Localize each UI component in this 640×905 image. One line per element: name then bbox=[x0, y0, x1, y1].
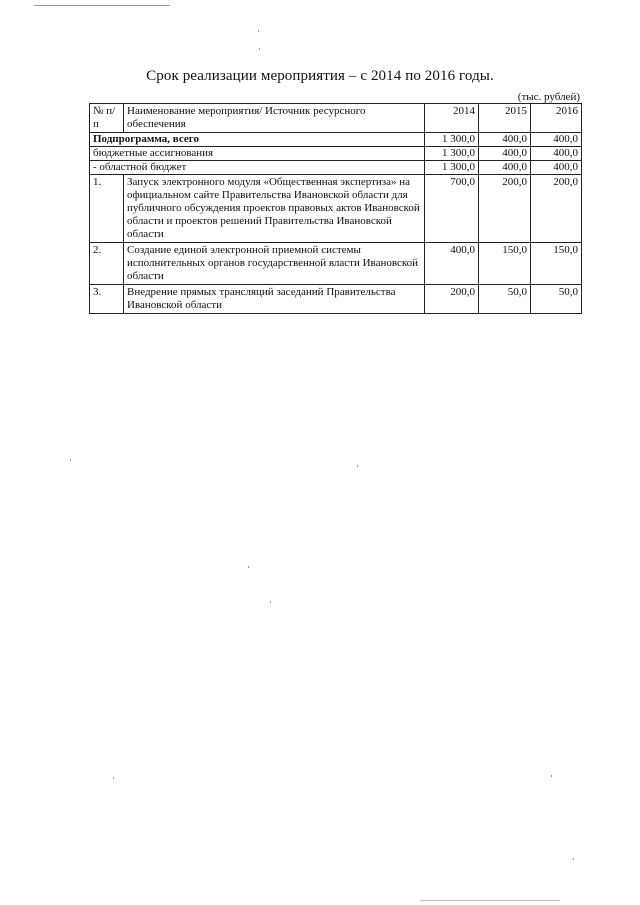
unit-label: (тыс. рублей) bbox=[517, 91, 580, 103]
scan-speck bbox=[551, 775, 552, 777]
row-name: Внедрение прямых трансляций заседаний Правительства Ивановской области bbox=[124, 285, 425, 314]
row-num: 1. bbox=[90, 175, 124, 243]
row-2014: 200,0 bbox=[425, 285, 479, 314]
summary-2016: 400,0 bbox=[531, 133, 582, 147]
scan-speck bbox=[113, 777, 114, 779]
summary-2016: 400,0 bbox=[531, 161, 582, 175]
summary-2016: 400,0 bbox=[531, 147, 582, 161]
table-row bbox=[90, 175, 582, 243]
top-rule bbox=[34, 5, 170, 6]
header-2014: 2014 bbox=[425, 104, 479, 133]
bottom-rule bbox=[420, 900, 560, 901]
scan-speck bbox=[357, 465, 358, 467]
summary-label: Подпрограмма, всего bbox=[90, 133, 425, 147]
scan-speck bbox=[270, 601, 271, 603]
summary-row-regional bbox=[90, 161, 582, 175]
budget-table bbox=[89, 103, 582, 314]
row-2016: 200,0 bbox=[531, 175, 582, 243]
summary-2015: 400,0 bbox=[479, 147, 531, 161]
row-2014: 700,0 bbox=[425, 175, 479, 243]
summary-2014: 1 300,0 bbox=[425, 161, 479, 175]
header-2016: 2016 bbox=[531, 104, 582, 133]
scan-speck bbox=[248, 566, 249, 568]
row-2014: 400,0 bbox=[425, 243, 479, 285]
page-title: Срок реализации мероприятия – с 2014 по 2016 годы. bbox=[146, 68, 494, 84]
row-name: Запуск электронного модуля «Общественная экспертиза» на официальном сайте Правительства Ивановской области для публичного обсуждения проектов правовых актов Ивановской области и проектов решений Правительства Ивановской области bbox=[124, 175, 425, 243]
summary-row-budget bbox=[90, 147, 582, 161]
summary-2014: 1 300,0 bbox=[425, 147, 479, 161]
summary-row-total bbox=[90, 133, 582, 147]
scan-speck bbox=[573, 858, 574, 860]
summary-label: - областной бюджет bbox=[90, 161, 425, 175]
scan-speck bbox=[259, 48, 260, 50]
row-num: 3. bbox=[90, 285, 124, 314]
row-2015: 150,0 bbox=[479, 243, 531, 285]
table-row bbox=[90, 285, 582, 314]
summary-2015: 400,0 bbox=[479, 133, 531, 147]
row-name: Создание единой электронной приемной системы исполнительных органов государственной власти Ивановской области bbox=[124, 243, 425, 285]
row-2016: 50,0 bbox=[531, 285, 582, 314]
header-num: № п/п bbox=[90, 104, 124, 133]
row-2015: 200,0 bbox=[479, 175, 531, 243]
row-2015: 50,0 bbox=[479, 285, 531, 314]
row-2016: 150,0 bbox=[531, 243, 582, 285]
summary-2014: 1 300,0 bbox=[425, 133, 479, 147]
row-num: 2. bbox=[90, 243, 124, 285]
summary-2015: 400,0 bbox=[479, 161, 531, 175]
header-2015: 2015 bbox=[479, 104, 531, 133]
scan-speck bbox=[70, 459, 71, 461]
table-row bbox=[90, 243, 582, 285]
header-name: Наименование мероприятия/ Источник ресурсного обеспечения bbox=[124, 104, 425, 133]
scan-speck bbox=[258, 30, 259, 32]
table-header-row bbox=[90, 104, 582, 133]
summary-label: бюджетные ассигнования bbox=[90, 147, 425, 161]
